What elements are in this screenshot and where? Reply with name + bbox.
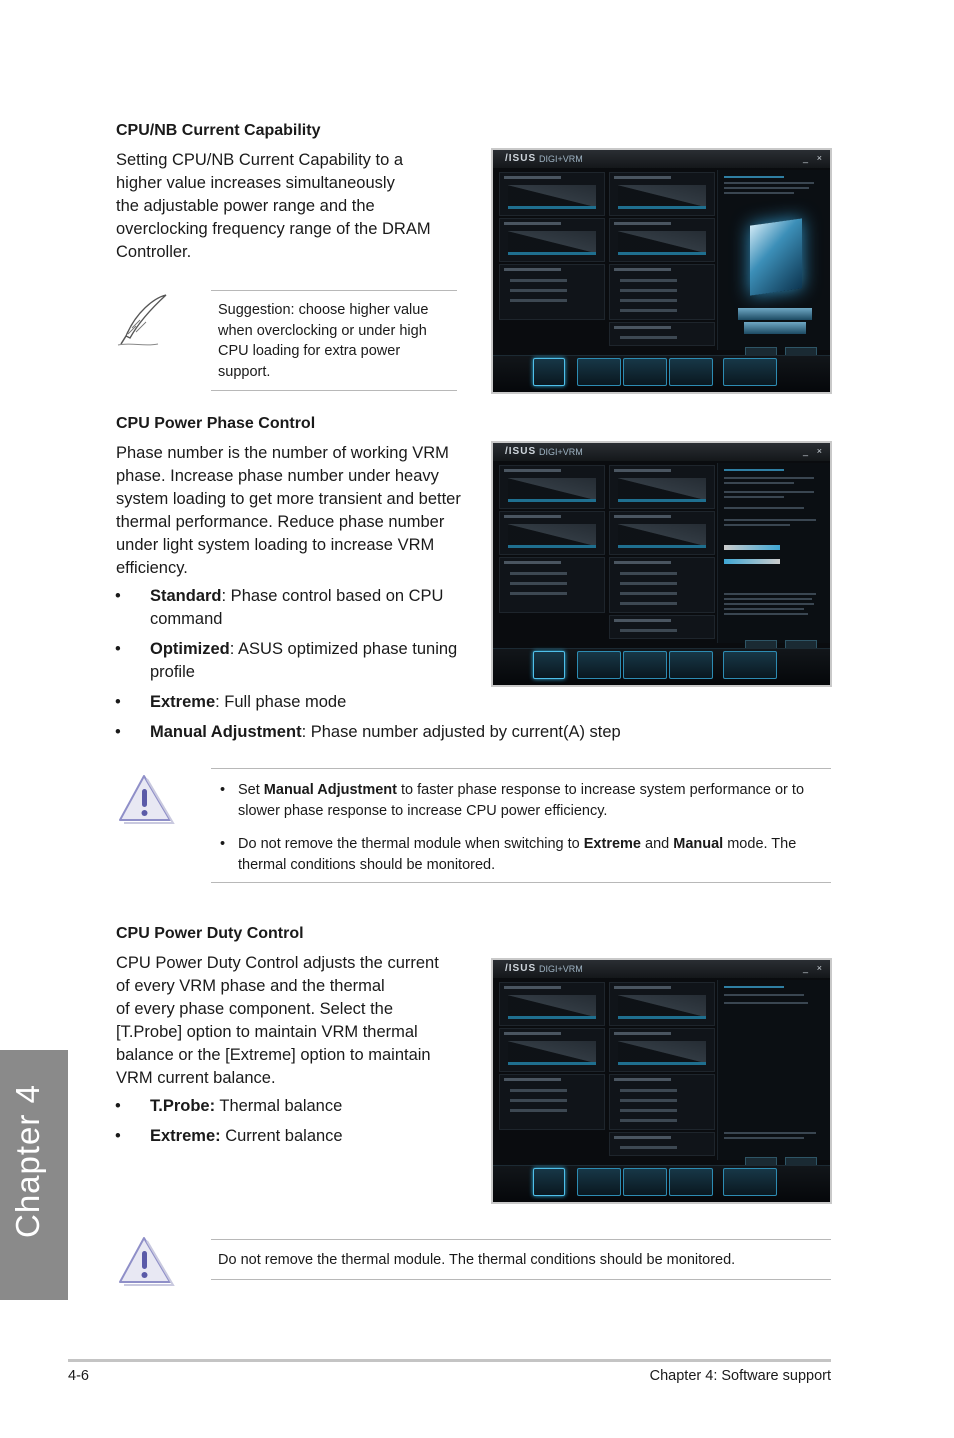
chapter-side-tab [0, 1050, 68, 1300]
panel-nb-current-capability [609, 511, 715, 555]
app-name: DIGI+VRM [539, 964, 583, 974]
paragraph-line: overclocking frequency range of the DRAM [116, 220, 431, 238]
paragraph-line: efficiency. [116, 559, 188, 577]
digi-vrm-screenshot-current-capability [491, 148, 832, 394]
panel-nb-load-line [609, 982, 715, 1026]
bullet-term: Standard [150, 587, 222, 605]
panel-voltage-frequency [499, 557, 605, 613]
window-titlebar [493, 443, 830, 461]
bullet-desc: Current balance [220, 1127, 343, 1145]
page-number: 4-6 [68, 1368, 89, 1384]
info-panel [717, 980, 831, 1160]
bullet-dot: • [115, 1097, 121, 1115]
cpu-cube-graphic [750, 218, 802, 295]
note-text [218, 300, 428, 382]
caution-text: Set [238, 782, 264, 798]
panel-nb-load-line [609, 172, 715, 216]
panel-load-line [499, 465, 605, 509]
paragraph-line: higher value increases simultaneously [116, 174, 395, 192]
bullet-dot: • [115, 587, 121, 605]
bullet-desc: : Phase control based on CPU [221, 587, 444, 605]
bullet-dot: • [115, 723, 121, 741]
note-top-rule [211, 290, 457, 291]
caution-text: Do not remove the thermal module. The thermal conditions should be monitored. [218, 1252, 736, 1268]
bullet-term: T.Probe: [150, 1097, 216, 1115]
paragraph-line: balance or the [Extreme] option to maintain [116, 1046, 431, 1064]
caution-text: Do not remove the thermal module when switching to [238, 836, 584, 852]
minimize-icon[interactable]: _ [802, 446, 808, 456]
digi-vrm-screenshot-phase-control [491, 441, 832, 687]
note-line: when overclocking or under high [218, 322, 427, 339]
caution-emphasis: Extreme [583, 836, 641, 852]
caution-emphasis: Manual Adjustment [263, 782, 397, 798]
panel-current-capability [499, 511, 605, 555]
paragraph-line: the adjustable power range and the [116, 197, 375, 215]
caution-text: mode. The [723, 836, 797, 852]
caution-item-1 [220, 780, 835, 821]
note-line: Suggestion: choose higher value [218, 302, 429, 318]
asus-logo: /ISUS [505, 153, 537, 164]
bullet-desc: : Phase number adjusted by current(A) step [301, 723, 621, 741]
panel-voltage-frequency [499, 1074, 605, 1130]
bullet-term: Extreme [150, 693, 216, 711]
panel-current-capability [499, 218, 605, 262]
note-bottom-rule [211, 390, 457, 391]
paragraph-line: CPU Power Duty Control adjusts the current [116, 954, 439, 972]
panel-duty-control [609, 322, 715, 346]
panel-duty-control [609, 615, 715, 639]
panel-load-line [499, 172, 605, 216]
caution-item-2 [220, 834, 835, 875]
footer-chapter-title: Chapter 4: Software support [649, 1368, 831, 1384]
bullet-dot: • [115, 1127, 121, 1145]
paragraph-line: [T.Probe] option to maintain VRM thermal [116, 1023, 418, 1041]
digi-vrm-screenshot-duty-control [491, 958, 832, 1204]
panel-nb-current-capability [609, 1028, 715, 1072]
caution-bottom-rule [211, 1279, 831, 1280]
caution-emphasis: Manual [673, 836, 724, 852]
info-panel [717, 170, 831, 350]
close-icon[interactable]: × [816, 963, 822, 973]
paragraph-line: system loading to get more transient and better [116, 490, 461, 508]
bullet-desc-cont: profile [150, 663, 195, 681]
section-heading-cpu-nb-current: CPU/NB Current Capability [116, 122, 321, 139]
pen-note-icon [114, 292, 174, 350]
section3-paragraph [116, 952, 439, 1090]
panel-phase-control [609, 264, 715, 320]
bullet-term: Manual Adjustment [150, 723, 302, 741]
bottom-toolbar [493, 355, 830, 392]
section1-paragraph [116, 149, 431, 264]
window-titlebar [493, 150, 830, 168]
panel-nb-load-line [609, 465, 715, 509]
section-heading-phase-control: CPU Power Phase Control [116, 415, 316, 432]
paragraph-line: Setting CPU/NB Current Capability to a [116, 151, 404, 169]
bullet-dot: • [115, 640, 121, 658]
warning-icon [116, 1234, 176, 1288]
info-panel [717, 463, 831, 643]
section-heading-duty-control: CPU Power Duty Control [116, 925, 304, 942]
minimize-icon[interactable]: _ [802, 153, 808, 163]
app-name: DIGI+VRM [539, 447, 583, 457]
caution-top-rule [211, 768, 831, 769]
paragraph-line: VRM current balance. [116, 1069, 276, 1087]
close-icon[interactable]: × [816, 446, 822, 456]
panel-nb-current-capability [609, 218, 715, 262]
bottom-toolbar [493, 648, 830, 685]
caution-top-rule [211, 1239, 831, 1240]
paragraph-line: phase. Increase phase number under heavy [116, 467, 439, 485]
caution-text: to faster phase response to increase system performance or to [397, 782, 805, 798]
paragraph-line: Controller. [116, 243, 192, 261]
close-icon[interactable]: × [816, 153, 822, 163]
bullet-dot: • [220, 836, 226, 852]
asus-logo: /ISUS [505, 446, 537, 457]
asus-logo: /ISUS [505, 963, 537, 974]
bullet-desc: : ASUS optimized phase tuning [229, 640, 458, 658]
bullet-desc: : Full phase mode [215, 693, 347, 711]
paragraph-line: under light system loading to increase VRM [116, 536, 435, 554]
caution-text-cont: slower phase response to increase CPU power efficiency. [238, 802, 608, 819]
window-titlebar [493, 960, 830, 978]
paragraph-line: Phase number is the number of working VRM [116, 444, 449, 462]
bullet-desc: Thermal balance [215, 1097, 343, 1115]
bottom-toolbar [493, 1165, 830, 1202]
warning-icon [116, 772, 176, 826]
bullet-desc-cont: command [150, 610, 223, 628]
section2-paragraph [116, 442, 461, 580]
bullet-term: Extreme: [150, 1127, 221, 1145]
caution-bottom-rule [211, 882, 831, 883]
footer-rule [68, 1359, 831, 1362]
bullet-term: Optimized [150, 640, 230, 658]
bullet-dot: • [220, 782, 226, 798]
panel-phase-control [609, 557, 715, 613]
chapter-label: Chapter 4 [9, 1084, 46, 1238]
caution-text: and [641, 836, 674, 852]
app-name: DIGI+VRM [539, 154, 583, 164]
note-line: CPU loading for extra power [218, 343, 401, 359]
panel-phase-control [609, 1074, 715, 1130]
bullet-dot: • [115, 693, 121, 711]
panel-voltage-frequency [499, 264, 605, 320]
caution-text-cont: thermal conditions should be monitored. [238, 856, 496, 873]
paragraph-line: of every VRM phase and the thermal [116, 977, 385, 995]
panel-load-line [499, 982, 605, 1026]
note-line: support. [218, 363, 271, 380]
minimize-icon[interactable]: _ [802, 963, 808, 973]
paragraph-line: thermal performance. Reduce phase number [116, 513, 445, 531]
panel-current-capability [499, 1028, 605, 1072]
paragraph-line: of every phase component. Select the [116, 1000, 394, 1018]
panel-duty-control [609, 1132, 715, 1156]
